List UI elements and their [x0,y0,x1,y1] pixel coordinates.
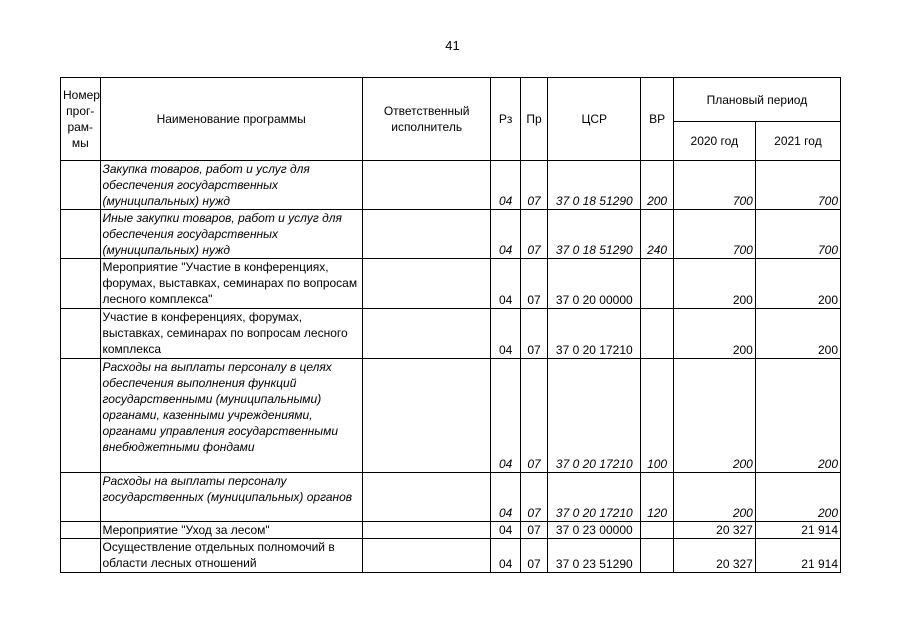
cell-pr: 07 [520,309,547,359]
cell-responsible [362,210,491,259]
cell-2020: 20 327 [673,522,755,539]
cell-program-number [61,210,101,259]
header-vr: ВР [641,78,673,161]
cell-program-name: Расходы на выплаты персоналу государственных (муниципальных) органов [100,473,362,522]
table-body [61,161,841,573]
cell-2020: 200 [673,473,755,522]
cell-pr: 07 [520,359,547,473]
cell-program-name: Участие в конференциях, форумах, выставках, семинарах по вопросам лесного комплекса [100,309,362,359]
cell-rz: 04 [491,161,520,210]
cell-2021: 21 914 [755,522,840,539]
cell-2020: 700 [673,161,755,210]
cell-csr: 37 0 20 00000 [548,259,641,309]
cell-vr [641,309,673,359]
cell-program-name: Закупка товаров, работ и услуг для обеспечения государственных (муниципальных) нужд [100,161,362,210]
cell-pr: 07 [520,473,547,522]
cell-2020: 200 [673,309,755,359]
budget-table [60,77,841,573]
cell-program-number [61,161,101,210]
cell-2020: 200 [673,359,755,473]
cell-responsible [362,522,491,539]
cell-vr [641,539,673,573]
cell-2020: 700 [673,210,755,259]
cell-rz: 04 [491,309,520,359]
header-responsible: Ответственный исполнитель [362,78,491,161]
cell-vr [641,522,673,539]
page-number: 41 [445,38,460,53]
header-plan-period: Плановый период [673,78,840,122]
table-row [61,161,841,210]
cell-rz: 04 [491,259,520,309]
cell-csr: 37 0 20 17210 [548,359,641,473]
cell-responsible [362,539,491,573]
table-row [61,210,841,259]
cell-rz: 04 [491,359,520,473]
header-pr: Пр [520,78,547,161]
cell-program-number [61,259,101,309]
cell-2021: 200 [755,473,840,522]
cell-program-name: Осуществление отдельных полномочий в области лесных отношений [100,539,362,573]
table-row [61,473,841,522]
table-row [61,522,841,539]
cell-2021: 700 [755,210,840,259]
table-row [61,539,841,573]
cell-pr: 07 [520,539,547,573]
table-row [61,309,841,359]
cell-responsible [362,259,491,309]
cell-csr: 37 0 20 17210 [548,309,641,359]
cell-program-name: Иные закупки товаров, работ и услуг для обеспечения государственных (муниципальных) нужд [100,210,362,259]
cell-pr: 07 [520,259,547,309]
cell-program-name: Мероприятие "Участие в конференциях, форумах, выставках, семинарах по вопросам лесного комплекса" [100,259,362,309]
header-csr: ЦСР [548,78,641,161]
cell-vr: 200 [641,161,673,210]
cell-csr: 37 0 20 17210 [548,473,641,522]
cell-program-number [61,539,101,573]
cell-responsible [362,161,491,210]
cell-rz: 04 [491,210,520,259]
header-rz: Рз [491,78,520,161]
table-row [61,359,841,473]
cell-rz: 04 [491,522,520,539]
cell-program-name: Мероприятие "Уход за лесом" [100,522,362,539]
cell-csr: 37 0 18 51290 [548,210,641,259]
cell-program-number [61,359,101,473]
cell-pr: 07 [520,522,547,539]
cell-2021: 700 [755,161,840,210]
cell-responsible [362,309,491,359]
cell-2021: 200 [755,359,840,473]
header-year-2021: 2021 год [755,122,840,161]
cell-csr: 37 0 23 51290 [548,539,641,573]
cell-program-name: Расходы на выплаты персоналу в целях обеспечения выполнения функций государственными (муниципальными) органами, казенными учреждениями, органами управления государственными внебюджетными фондами [100,359,362,473]
cell-pr: 07 [520,210,547,259]
cell-2020: 20 327 [673,539,755,573]
header-program-number: Номер прог- рам- мы [61,78,101,161]
header-year-2020: 2020 год [673,122,755,161]
cell-2020: 200 [673,259,755,309]
cell-vr: 240 [641,210,673,259]
header-program-name: Наименование программы [100,78,362,161]
cell-program-number [61,522,101,539]
cell-program-number [61,473,101,522]
cell-responsible [362,359,491,473]
cell-program-number [61,309,101,359]
cell-responsible [362,473,491,522]
cell-vr: 120 [641,473,673,522]
cell-2021: 200 [755,309,840,359]
table-row [61,259,841,309]
table-header [61,78,841,161]
cell-2021: 21 914 [755,539,840,573]
cell-2021: 200 [755,259,840,309]
cell-vr [641,259,673,309]
cell-csr: 37 0 23 00000 [548,522,641,539]
cell-pr: 07 [520,161,547,210]
cell-csr: 37 0 18 51290 [548,161,641,210]
cell-rz: 04 [491,539,520,573]
cell-rz: 04 [491,473,520,522]
cell-vr: 100 [641,359,673,473]
